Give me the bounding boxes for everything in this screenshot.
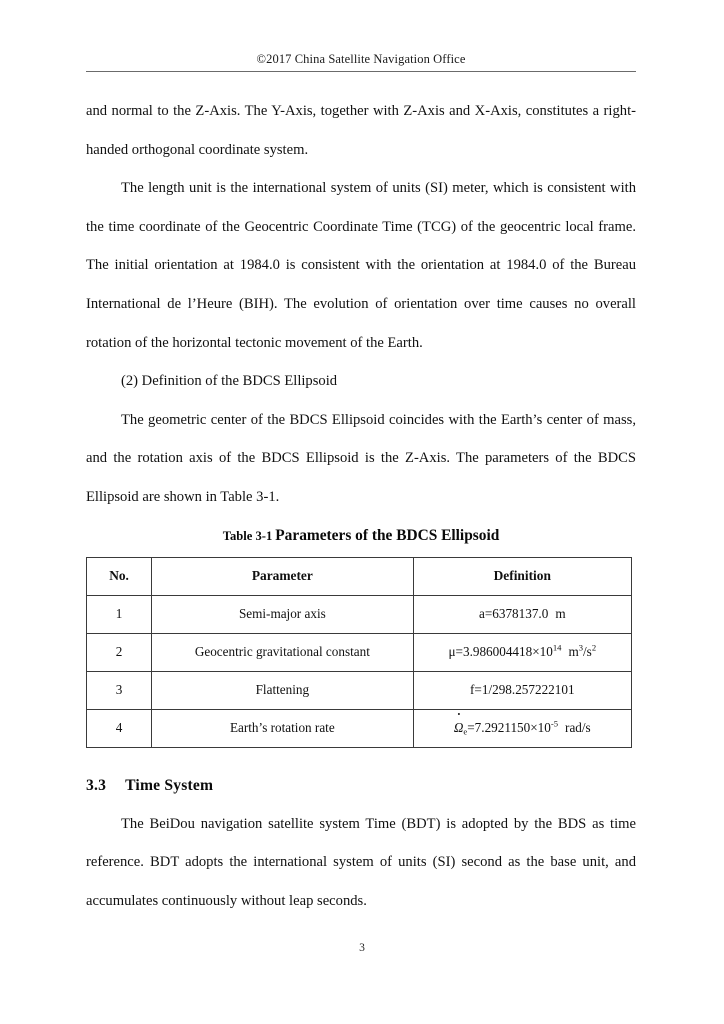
running-header <box>86 50 636 68</box>
definition-4-unit: rad/s <box>565 720 591 736</box>
column-header-definition: Definition <box>413 557 631 595</box>
definition-1-lead: a=6378137.0 <box>478 606 549 622</box>
section-heading-time-system <box>86 748 636 795</box>
header-rule-divider <box>86 71 636 72</box>
cell-definition-3: f=1/298.257222101 <box>413 671 631 709</box>
table-row <box>87 595 632 633</box>
table-caption-number: Table 3-1 <box>222 528 273 543</box>
cell-definition-4 <box>413 709 631 747</box>
definition-1-unit: m <box>555 606 566 622</box>
cell-definition-2: $\mu=3.986004418\times 10^{14}$ $m^3/s^2$ <box>413 633 631 671</box>
definition-2-lead: μ=3.986004418×10 <box>448 644 553 660</box>
page-number: 3 <box>359 941 365 954</box>
table-caption <box>86 517 636 548</box>
cell-no-4: 4 <box>87 709 152 747</box>
table-row <box>87 671 632 709</box>
paragraph-bdt: The BeiDou navigation satellite system Time (BDT) is adopted by the BDS as time reference. BDT adopts the international system of units (SI) second as the base unit, and accumulates continuously without leap seconds. <box>86 815 636 909</box>
omega-dot-symbol <box>454 720 464 736</box>
cell-no-2: 2 <box>87 633 152 671</box>
definition-2-unit-denominator: s <box>586 644 592 660</box>
paragraph-length-unit: The length unit is the international system of units (SI) meter, which is consistent with the time coordinate of the Geocentric Coordinate Time (TCG) of the geocentric local frame. The initial orientation at 1984.0 is consistent with the orientation at 1984.0 of the Bureau International de l’Heure (BIH). The evolution of orientation over time causes no overall rotation of the horizontal tectonic movement of the Earth. <box>86 180 636 351</box>
list-item-ellipsoid-definition: (2) Definition of the BDCS Ellipsoid <box>121 373 338 390</box>
cell-parameter-4: Earth’s rotation rate <box>152 709 413 747</box>
cell-no-1: 1 <box>87 595 152 633</box>
table-header-row <box>87 557 632 595</box>
table-caption-title: Parameters of the BDCS Ellipsoid <box>275 526 500 544</box>
definition-2-unit-base: m <box>568 644 579 660</box>
cell-definition-1 <box>413 595 631 633</box>
running-header-text: ©2017 China Satellite Navigation Office <box>256 52 466 66</box>
paragraph-coordinate-system: and normal to the Z-Axis. The Y-Axis, together with Z-Axis and X-Axis, constitutes a right-handed orthogonal coordinate system. <box>86 103 636 158</box>
paragraph-ellipsoid-center: The geometric center of the BDCS Ellipsoid coincides with the Earth’s center of mass, and the rotation axis of the BDCS Ellipsoid is the Z-Axis. The parameters of the BDCS Ellipsoid are shown in Table 3-1. <box>86 411 636 505</box>
omega-glyph: Ω <box>453 720 464 736</box>
definition-2-unit-exponent: 3 <box>578 642 583 653</box>
column-header-no: No. <box>87 557 152 595</box>
column-header-parameter: Parameter <box>152 557 413 595</box>
section-number: 3.3 <box>86 776 107 794</box>
bdcs-ellipsoid-parameters-table <box>86 557 632 748</box>
definition-2-unit-denominator-exponent: 2 <box>591 642 597 653</box>
table-row <box>87 633 632 671</box>
table-row <box>87 709 632 747</box>
cell-parameter-1: Semi-major axis <box>152 595 413 633</box>
definition-4-exponent: -5 <box>550 718 559 729</box>
cell-parameter-3: Flattening <box>152 671 413 709</box>
cell-no-3: 3 <box>87 671 152 709</box>
cell-parameter-2: Geocentric gravitational constant <box>152 633 413 671</box>
section-title: Time System <box>125 776 214 794</box>
table-container <box>86 557 632 748</box>
definition-4-lead: =7.2921150×10 <box>467 720 551 736</box>
page-content <box>86 92 636 920</box>
section-body <box>86 795 636 921</box>
definition-4-subscript: e <box>463 726 468 737</box>
definition-2-exponent: 14 <box>552 642 562 653</box>
overdot-mark <box>458 713 460 715</box>
